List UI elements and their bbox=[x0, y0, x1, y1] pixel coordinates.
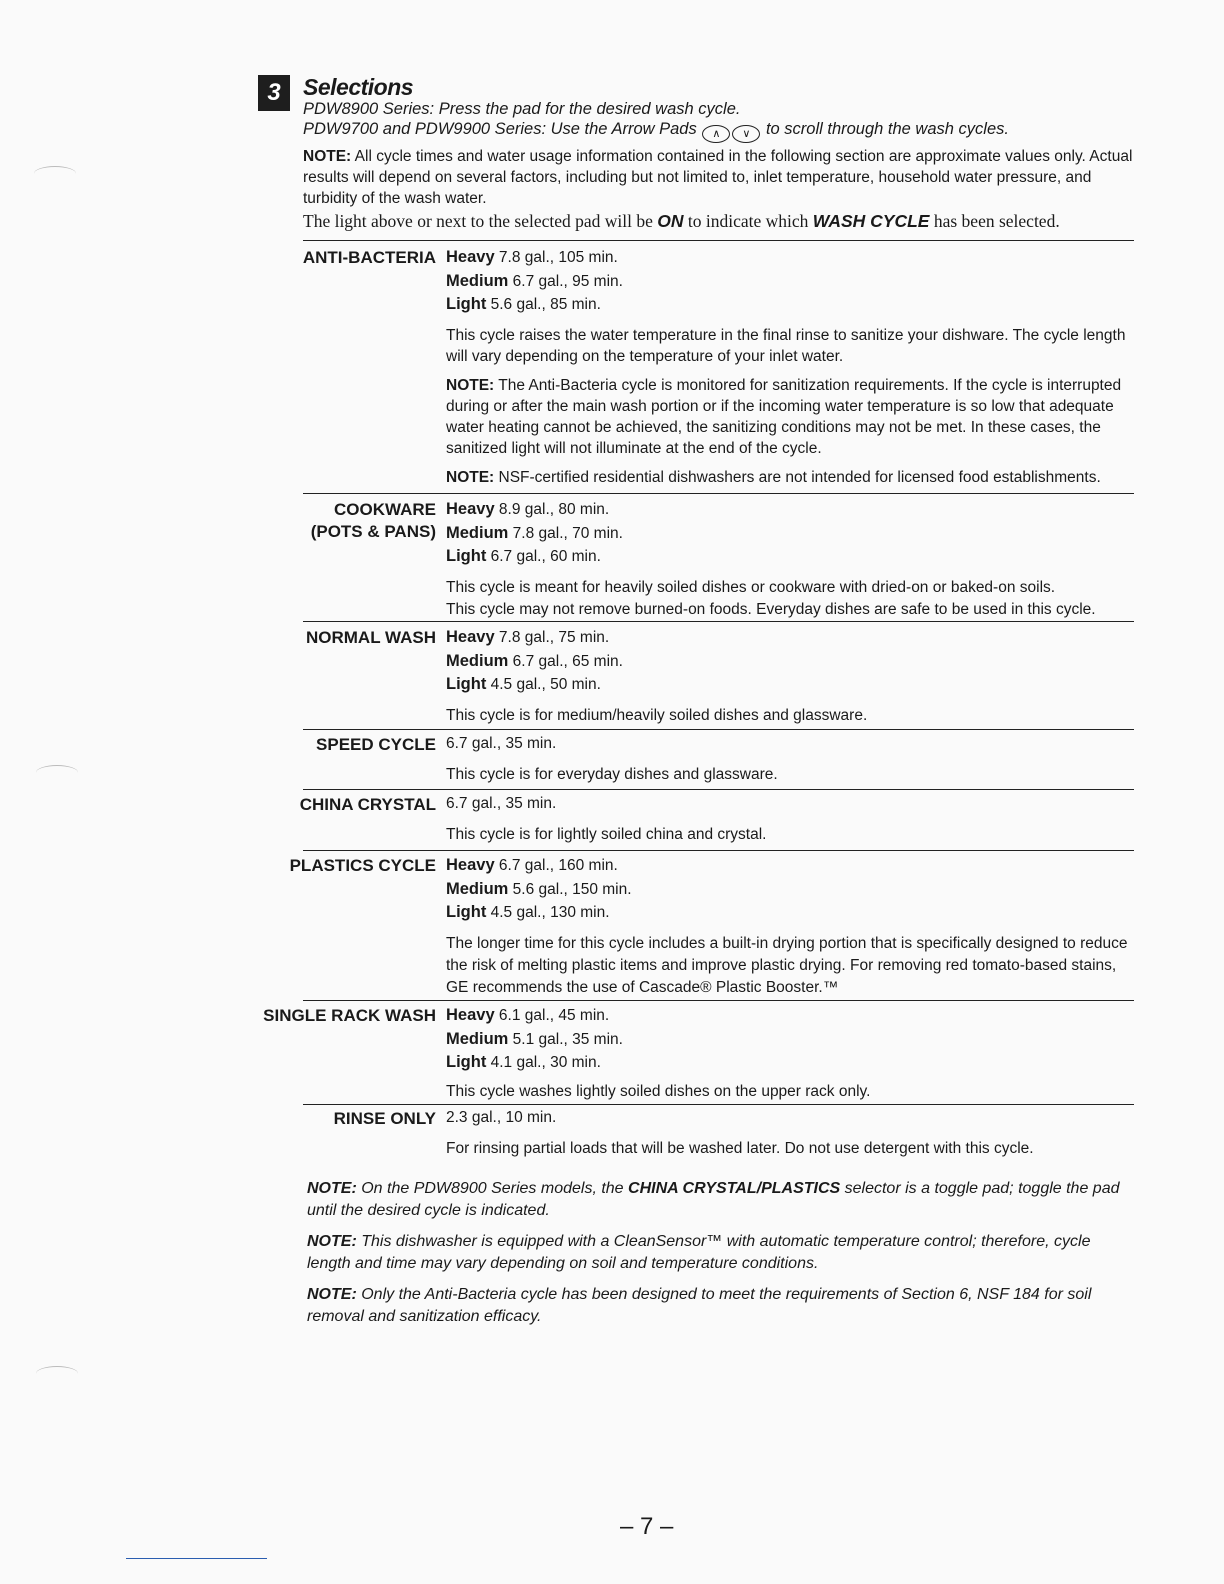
margin-mark bbox=[36, 765, 78, 780]
wash-cycle-emphasis: WASH CYCLE bbox=[812, 211, 930, 231]
divider bbox=[303, 1104, 1134, 1105]
cycle-value: 6.7 gal., 35 min. bbox=[446, 795, 557, 812]
cycle-description: This cycle raises the water temperature in the final rinse to sanitize your dishware. The cycle length will vary depending on the temperature of your inlet water. bbox=[446, 326, 1126, 365]
level-value: 4.1 gal., 30 min. bbox=[486, 1054, 601, 1071]
level-label: Light bbox=[446, 1053, 487, 1071]
level-value: 6.7 gal., 160 min. bbox=[494, 857, 618, 874]
cycle-description: The longer time for this cycle includes a built-in drying portion that is specifically designed to reduce the risk of melting plastic items and improve plastic drying. For removing red tomato-based stains, GE recommends the use of Cascade® Plastic Booster.™ bbox=[446, 934, 1128, 996]
toggle-pad-note bbox=[307, 1178, 1137, 1222]
note-text: All cycle times and water usage information contained in the following section are approximate values only. Actual results will depend on several factors, including but not limited to, inlet temperature, household water pressure, and turbidity of the wash water. bbox=[303, 148, 1133, 207]
divider bbox=[303, 493, 1134, 494]
cycle-description bbox=[446, 577, 1136, 621]
heavy-row bbox=[446, 246, 1136, 270]
cycle-value: 6.7 gal., 35 min. bbox=[446, 735, 557, 752]
level-value: 6.7 gal., 95 min. bbox=[508, 272, 623, 290]
heavy-row bbox=[446, 498, 1136, 522]
cycle-description: For rinsing partial loads that will be washed later. Do not use detergent with this cycle. bbox=[446, 1139, 1034, 1157]
cycle-details-cookware bbox=[446, 498, 1136, 621]
level-value: 8.9 gal., 80 min. bbox=[494, 501, 610, 518]
light-row bbox=[446, 673, 1136, 697]
cycle-label-line: (POTS & PANS) bbox=[310, 522, 436, 541]
text-fragment: The light above or next to the selected pad will be bbox=[303, 211, 658, 231]
description-line: This cycle may not remove burned-on foods. Everyday dishes are safe to be used in this cycle. bbox=[446, 600, 1096, 618]
level-label: Light bbox=[446, 547, 487, 565]
level-label: Heavy bbox=[446, 856, 495, 874]
level-value: 5.6 gal., 85 min. bbox=[486, 296, 601, 313]
cycle-label-normal-wash: NORMAL WASH bbox=[305, 628, 436, 647]
arrow-up-icon: ∧ bbox=[702, 125, 730, 143]
level-value: 7.8 gal., 70 min. bbox=[508, 524, 623, 542]
cycle-label-china-crystal: CHINA CRYSTAL bbox=[299, 795, 436, 814]
level-value: 4.5 gal., 130 min. bbox=[486, 904, 610, 921]
level-label: Light bbox=[446, 903, 487, 921]
level-label: Heavy bbox=[446, 628, 495, 646]
divider bbox=[303, 850, 1134, 851]
cycle-label-cookware bbox=[311, 499, 436, 543]
level-value: 7.8 gal., 105 min. bbox=[494, 249, 618, 266]
series-instruction-9700-9900 bbox=[303, 120, 1009, 143]
section-title: Selections bbox=[303, 74, 414, 100]
selector-name: CHINA CRYSTAL/PLASTICS bbox=[628, 1180, 841, 1197]
on-emphasis: ON bbox=[657, 211, 684, 231]
level-value: 7.8 gal., 75 min. bbox=[494, 629, 610, 646]
light-row bbox=[446, 1051, 1136, 1075]
note-text: The Anti-Bacteria cycle is monitored for sanitization requirements. If the cycle is interrupted during or after the main wash portion or if the incoming water temperature is so low that adequate water heating cannot be achieved, the sanitizing conditions may not be met. In these cases, the sanitized light will not illuminate at the end of the cycle. bbox=[446, 376, 1122, 457]
light-row bbox=[446, 545, 1136, 569]
divider bbox=[303, 240, 1134, 241]
level-value: 6.7 gal., 60 min. bbox=[486, 548, 601, 565]
series-instruction-text: PDW9700 and PDW9900 Series: Use the Arrow Pads bbox=[303, 120, 697, 138]
level-label: Heavy bbox=[446, 500, 495, 518]
medium-row bbox=[446, 270, 1136, 294]
note-label: NOTE: bbox=[446, 376, 495, 394]
medium-row bbox=[446, 522, 1136, 546]
level-value: 4.5 gal., 50 min. bbox=[486, 676, 601, 693]
note-label: NOTE: bbox=[446, 468, 495, 486]
series-instruction-8900: PDW8900 Series: Press the pad for the desired wash cycle. bbox=[303, 100, 741, 118]
level-value: 6.1 gal., 45 min. bbox=[494, 1007, 610, 1024]
margin-mark bbox=[36, 1366, 78, 1381]
step-number-badge: 3 bbox=[258, 75, 290, 111]
note-text: Only the Anti-Bacteria cycle has been designed to meet the requirements of Section 6, NSF 184 for soil removal and sanitization efficacy. bbox=[307, 1286, 1092, 1325]
note-label: NOTE: bbox=[303, 148, 352, 165]
note-text: On the PDW8900 Series models, the bbox=[356, 1180, 629, 1197]
level-label: Heavy bbox=[446, 1006, 495, 1024]
cycle-details-normal-wash bbox=[446, 626, 1136, 726]
heavy-row bbox=[446, 1004, 1136, 1028]
light-indicator-text bbox=[303, 211, 1143, 232]
cycle-label-single-rack-wash: SINGLE RACK WASH bbox=[263, 1006, 436, 1025]
level-value: 5.1 gal., 35 min. bbox=[508, 1030, 623, 1048]
cycle-label-rinse-only: RINSE ONLY bbox=[333, 1109, 436, 1128]
cycle-label-plastics-cycle: PLASTICS CYCLE bbox=[289, 856, 436, 875]
text-fragment: has been selected. bbox=[929, 211, 1060, 231]
text-fragment: to indicate which bbox=[683, 211, 813, 231]
level-label: Heavy bbox=[446, 248, 495, 266]
note-text: NSF-certified residential dishwashers are not intended for licensed food establishments. bbox=[494, 468, 1101, 486]
cycle-details-single-rack-wash bbox=[446, 1004, 1136, 1102]
medium-row bbox=[446, 1028, 1136, 1052]
series-instruction-text: to scroll through the wash cycles. bbox=[765, 120, 1009, 138]
note-label: NOTE: bbox=[307, 1286, 357, 1303]
cycle-details-china-crystal bbox=[446, 793, 1136, 845]
cycle-description: This cycle is for lightly soiled china and crystal. bbox=[446, 825, 767, 843]
note-text: selector is a toggle pad; toggle the pad until the desired cycle is indicated. bbox=[307, 1180, 1120, 1219]
level-label: Medium bbox=[446, 651, 509, 670]
divider bbox=[303, 729, 1134, 730]
bottom-rule bbox=[126, 1558, 267, 1559]
heavy-row bbox=[446, 854, 1136, 878]
cycle-details-anti-bacteria bbox=[446, 246, 1136, 488]
light-row bbox=[446, 293, 1136, 317]
divider bbox=[303, 621, 1134, 622]
cycle-details-plastics-cycle bbox=[446, 854, 1136, 999]
cycle-description: This cycle washes lightly soiled dishes on the upper rack only. bbox=[446, 1082, 871, 1100]
level-label: Medium bbox=[446, 523, 509, 542]
arrow-down-icon: ∨ bbox=[732, 125, 760, 143]
level-value: 5.6 gal., 150 min. bbox=[508, 880, 632, 898]
cycle-note bbox=[446, 375, 1136, 459]
cycle-value: 2.3 gal., 10 min. bbox=[446, 1109, 557, 1126]
level-label: Light bbox=[446, 295, 487, 313]
level-value: 6.7 gal., 65 min. bbox=[508, 652, 623, 670]
nsf-note bbox=[307, 1284, 1137, 1328]
cycle-label-anti-bacteria: ANTI-BACTERIA bbox=[302, 248, 436, 267]
cycle-label-line: COOKWARE bbox=[334, 500, 436, 519]
cycle-details-rinse-only bbox=[446, 1107, 1136, 1159]
medium-row bbox=[446, 650, 1136, 674]
divider bbox=[303, 1000, 1134, 1001]
heavy-row bbox=[446, 626, 1136, 650]
cycle-description: This cycle is for medium/heavily soiled dishes and glassware. bbox=[446, 706, 868, 724]
level-label: Medium bbox=[446, 879, 509, 898]
divider bbox=[303, 789, 1134, 790]
cycle-description: This cycle is for everyday dishes and glassware. bbox=[446, 765, 778, 783]
cycle-details-speed-cycle bbox=[446, 733, 1136, 785]
medium-row bbox=[446, 878, 1136, 902]
level-label: Medium bbox=[446, 271, 509, 290]
description-line: This cycle is meant for heavily soiled dishes or cookware with dried-on or baked-on soils. bbox=[446, 578, 1056, 596]
cleansensor-note bbox=[307, 1231, 1137, 1275]
level-label: Light bbox=[446, 675, 487, 693]
level-label: Medium bbox=[446, 1029, 509, 1048]
usage-note bbox=[303, 146, 1133, 209]
cycle-label-speed-cycle: SPEED CYCLE bbox=[316, 735, 436, 754]
margin-mark bbox=[34, 166, 76, 181]
note-label: NOTE: bbox=[307, 1180, 357, 1197]
page-number: – 7 – bbox=[620, 1513, 674, 1540]
note-label: NOTE: bbox=[307, 1233, 357, 1250]
cycle-note bbox=[446, 467, 1136, 488]
note-text: This dishwasher is equipped with a CleanSensor™ with automatic temperature control; therefore, cycle length and time may vary depending on soil and temperature conditions. bbox=[307, 1233, 1091, 1272]
light-row bbox=[446, 901, 1136, 925]
